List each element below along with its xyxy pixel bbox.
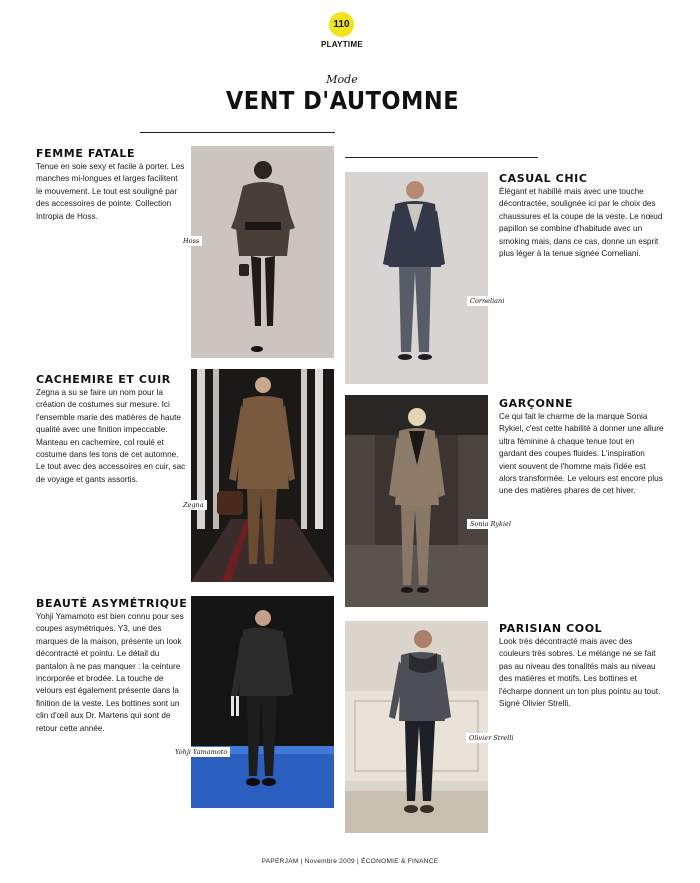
photo-credit: Hoss [180, 236, 202, 246]
fashion-photo [345, 621, 488, 833]
article-body: Look très décontracté mais avec des couleurs très sobres. Le mélange ne se fait pas au niveau des tonalités mais au niveau des matières et motifs. Les bottines et l'écharpe donnent un ton plus pointu au tout. Signé Olivier Strelli. [499, 637, 661, 709]
photo-credit: Yohji Yamamoto [172, 747, 230, 757]
article-title: PARISIAN COOL [499, 622, 603, 635]
fashion-photo [345, 395, 488, 607]
photo-credit: Sonia Rykiel [467, 519, 514, 529]
photo-credit: Zegna [180, 500, 207, 510]
fashion-photo [191, 596, 334, 808]
article-title: FEMME FATALE [36, 147, 136, 160]
divider-rule [345, 157, 538, 158]
article-body: Tenue en soie sexy et facile à porter. Les manches mi-longues et larges facilitent le mouvement. Le tout est souligné par des accessoires de pointe. Collection Intropia de Hoss. [36, 162, 185, 221]
photo-credit: Olivier Strelli [466, 733, 517, 743]
article-title: GARÇONNE [499, 397, 574, 410]
article-title: CASUAL CHIC [499, 172, 588, 185]
article-title: BEAUTÉ ASYMÉTRIQUE [36, 597, 188, 610]
article-title: CACHEMIRE ET CUIR [36, 373, 171, 386]
page-footer: PAPERJAM | Novembre 2009 | ÉCONOMIE & FINANCE [261, 858, 439, 865]
section-label: PLAYTIME [320, 40, 364, 49]
article-body: Zegna a su se faire un nom pour la création de costumes sur mesure. Ici l'ensemble marie des matières de haute qualité avec une finition impeccable. Manteau en cachemire, col roulé et costume dans les tons de cet automne. Le tout avec des accessoires en cuir, sac de voyage et gants assortis. [36, 388, 186, 484]
article-body: Élégant et habillé mais avec une touche décontractée, soulignée ici par le choix des chaussures et la coupe de la veste. Le nœud papillon se combine d'habitude avec un smoking mais, dans ce cas, donne un esprit plus léger à la tenue signée Corneliani. [499, 187, 663, 259]
fashion-photo [345, 172, 488, 384]
page-title: VENT D'AUTOMNE [225, 86, 460, 115]
divider-rule [140, 132, 335, 133]
fashion-photo [191, 369, 334, 582]
fashion-photo [191, 146, 334, 358]
article-body: Ce qui fait le charme de la marque Sonia Rykiel, c'est cette habilité à donner une allure ultra féminine à chaque tenue tout en gardant des coupes fluides. L'inspiration vient souvent de l'homme mais l'idée est alors transformée. Le velours est encore plus une des matières phares de cet hiver. [499, 412, 664, 496]
category-kicker: Mode [326, 73, 358, 86]
page-number-badge: 110 [329, 12, 354, 37]
photo-credit: Corneliani [467, 296, 507, 306]
article-body: Yohji Yamamoto est bien connu pour ses coupes asymétriques. Y3, une des marques de la maison, présente un look décontracté et pointu. Le détail du pantalon à ne pas manquer : la ceinture incorporée et brodée. La touche de velours est également présente dans la finition de la veste. Les bottines sont un clin d'œil aux Dr. Martens qui sont de retour cette année. [36, 612, 184, 733]
